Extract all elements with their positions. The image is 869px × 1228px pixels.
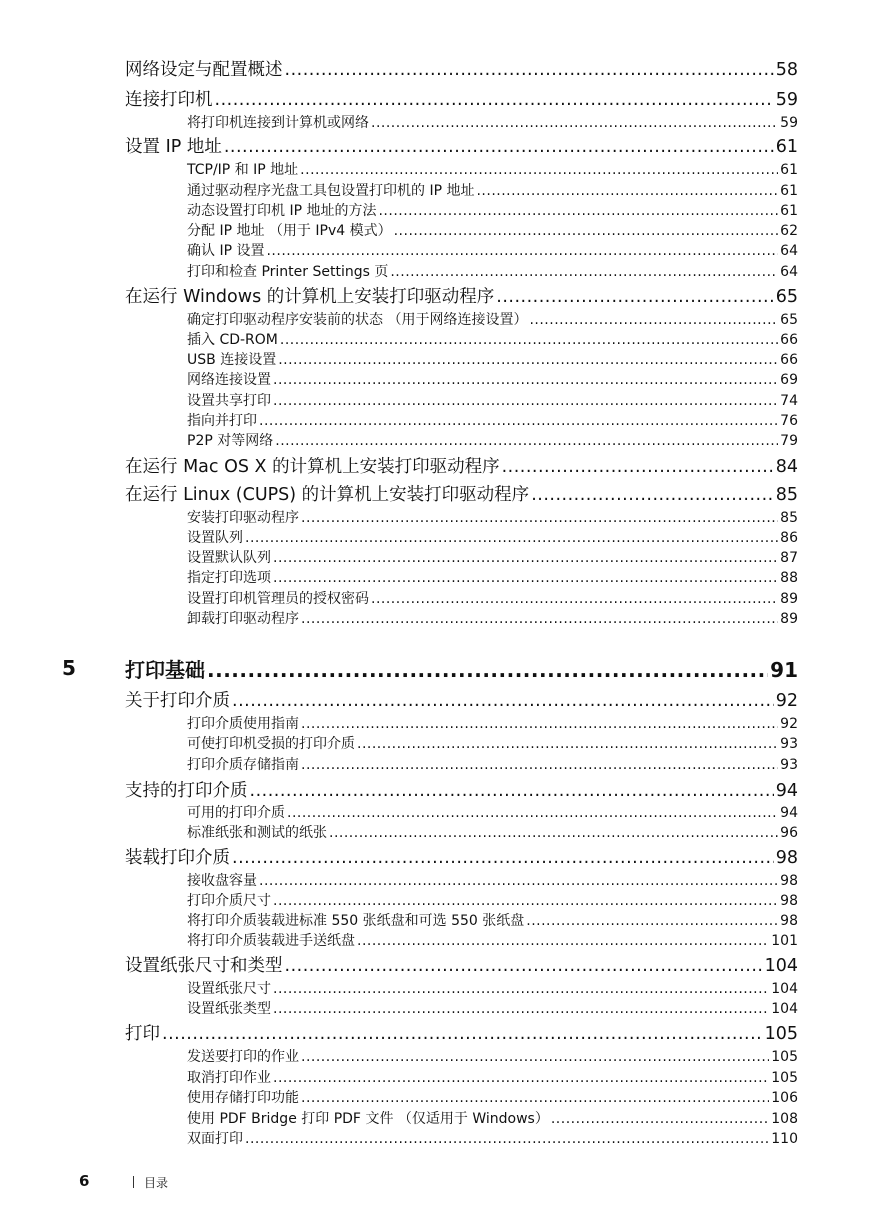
- toc-entry-title: 设置纸张尺寸: [187, 981, 271, 997]
- toc-entry-title: 取消打印作业: [187, 1070, 271, 1086]
- toc-entry-title: P2P 对等网络: [187, 433, 274, 449]
- toc-section-entry[interactable]: [125, 58, 798, 82]
- dot-leader: [232, 846, 774, 870]
- toc-subsection-entry[interactable]: [187, 911, 798, 931]
- toc-entry-page: 85: [780, 510, 798, 526]
- toc-entry-title: 将打印介质装载进标准 550 张纸盘和可选 550 张纸盘: [187, 913, 525, 929]
- dot-leader: [301, 714, 778, 734]
- toc-entry-title: 打印和检查 Printer Settings 页: [187, 264, 389, 280]
- dot-leader: [529, 310, 778, 330]
- toc-entry-page: 98: [775, 848, 798, 868]
- toc-subsection-entry[interactable]: [187, 391, 798, 411]
- toc-subsection-entry[interactable]: [187, 181, 798, 201]
- toc-subsection-entry[interactable]: [187, 891, 798, 911]
- dot-leader: [215, 88, 774, 112]
- toc-entry-page: 93: [780, 736, 798, 752]
- dot-leader: [273, 370, 778, 390]
- toc-entry-title: 设置默认队列: [187, 550, 271, 566]
- toc-subsection-entry[interactable]: [187, 979, 798, 999]
- toc-entry-page: 58: [775, 60, 798, 80]
- dot-leader: [273, 891, 778, 911]
- toc-entry-title: 使用存储打印功能: [187, 1090, 299, 1106]
- toc-subsection-entry[interactable]: [187, 201, 798, 221]
- toc-entry-page: 65: [775, 287, 798, 307]
- toc-subsection-entry[interactable]: [187, 221, 798, 241]
- toc-entry-page: 64: [780, 243, 798, 259]
- toc-subsection-entry[interactable]: [187, 330, 798, 350]
- footer-separator: [133, 1176, 134, 1188]
- dot-leader: [278, 350, 778, 370]
- dot-leader: [371, 113, 778, 133]
- dot-leader: [371, 589, 778, 609]
- toc-entry-page: 79: [780, 433, 798, 449]
- toc-entry-title: 设置纸张类型: [187, 1001, 271, 1017]
- dot-leader: [285, 58, 774, 82]
- dot-leader: [273, 979, 769, 999]
- toc-entry-title: 接收盘容量: [187, 873, 257, 889]
- toc-entry-page: 85: [775, 485, 798, 505]
- toc-subsection-entry[interactable]: [187, 548, 798, 568]
- toc-entry-title: 在运行 Mac OS X 的计算机上安装打印驱动程序: [125, 457, 500, 477]
- toc-subsection-entry[interactable]: [187, 528, 798, 548]
- toc-section-entry[interactable]: [125, 285, 798, 309]
- toc-entry-page: 61: [780, 183, 798, 199]
- toc-section-entry[interactable]: [125, 135, 798, 159]
- dot-leader: [232, 689, 774, 713]
- toc-entry-title: 打印介质存储指南: [187, 757, 299, 773]
- toc-subsection-entry[interactable]: [187, 1068, 798, 1088]
- toc-entry-page: 105: [771, 1070, 798, 1086]
- toc-entry-page: 64: [780, 264, 798, 280]
- toc-section-entry[interactable]: [125, 954, 798, 978]
- toc-entry-title: 打印: [125, 1024, 160, 1044]
- toc-entry-page: 110: [771, 1131, 798, 1147]
- toc-subsection-entry[interactable]: [187, 1129, 798, 1149]
- toc-entry-page: 88: [780, 570, 798, 586]
- dot-leader: [301, 755, 778, 775]
- toc-subsection-entry[interactable]: [187, 370, 798, 390]
- dot-leader: [476, 181, 778, 201]
- toc-subsection-entry[interactable]: [187, 508, 798, 528]
- toc-entry-page: 61: [775, 137, 798, 157]
- toc-subsection-entry[interactable]: [187, 1047, 798, 1067]
- toc-entry-page: 98: [780, 913, 798, 929]
- toc-entry-page: 105: [764, 1024, 798, 1044]
- toc-entry-page: 105: [771, 1049, 798, 1065]
- dot-leader: [285, 954, 763, 978]
- toc-entry-title: 通过驱动程序光盘工具包设置打印机的 IP 地址: [187, 183, 475, 199]
- dot-leader: [378, 201, 778, 221]
- toc-entry-title: TCP/IP 和 IP 地址: [187, 162, 299, 178]
- toc-subsection-entry[interactable]: [187, 431, 798, 451]
- toc-subsection-entry[interactable]: [187, 999, 798, 1019]
- toc-entry-page: 89: [780, 611, 798, 627]
- toc-subsection-entry[interactable]: [187, 568, 798, 588]
- toc-entry-title: 卸载打印驱动程序: [187, 611, 299, 627]
- toc-entry-title: 将打印介质装载进手送纸盘: [187, 933, 355, 949]
- dot-leader: [259, 411, 778, 431]
- toc-entry-page: 91: [770, 658, 798, 682]
- toc-entry-title: 可用的打印介质: [187, 805, 285, 821]
- toc-entry-title: 动态设置打印机 IP 地址的方法: [187, 203, 377, 219]
- dot-leader: [301, 1088, 769, 1108]
- toc-chapter-entry[interactable]: [125, 656, 798, 684]
- dot-leader: [329, 823, 778, 843]
- toc-subsection-entry[interactable]: [187, 262, 798, 282]
- footer-page-number: 6: [79, 1172, 90, 1190]
- toc-section-entry[interactable]: [125, 483, 798, 507]
- dot-leader: [394, 221, 779, 241]
- toc-entry-page: 96: [780, 825, 798, 841]
- dot-leader: [266, 241, 778, 261]
- toc-section-entry[interactable]: [125, 779, 798, 803]
- toc-section-entry[interactable]: [125, 846, 798, 870]
- dot-leader: [245, 1129, 769, 1149]
- toc-entry-title: 标准纸张和测试的纸张: [187, 825, 327, 841]
- toc-entry-title: 插入 CD-ROM: [187, 332, 278, 348]
- dot-leader: [162, 1022, 763, 1046]
- toc-entry-title: 支持的打印介质: [125, 781, 248, 801]
- dot-leader: [207, 656, 768, 684]
- toc-entry-title: 安装打印驱动程序: [187, 510, 299, 526]
- toc-subsection-entry[interactable]: [187, 160, 798, 180]
- toc-entry-page: 101: [771, 933, 798, 949]
- toc-entry-title: 连接打印机: [125, 90, 213, 110]
- toc-entry-page: 65: [780, 312, 798, 328]
- toc-entry-page: 87: [780, 550, 798, 566]
- dot-leader: [287, 803, 778, 823]
- dot-leader: [275, 431, 778, 451]
- toc-section-entry[interactable]: [125, 1022, 798, 1046]
- dot-leader: [245, 528, 778, 548]
- toc-entry-page: 104: [771, 1001, 798, 1017]
- toc-entry-title: 确定打印驱动程序安装前的状态 （用于网络连接设置）: [187, 312, 528, 328]
- dot-leader: [390, 262, 778, 282]
- toc-entry-page: 61: [780, 203, 798, 219]
- toc-subsection-entry[interactable]: [187, 310, 798, 330]
- footer-section-title: 目录: [144, 1176, 169, 1190]
- toc-entry-title: 网络设定与配置概述: [125, 60, 283, 80]
- toc-entry-title: 将打印机连接到计算机或网络: [187, 115, 369, 131]
- dot-leader: [280, 330, 778, 350]
- dot-leader: [496, 285, 773, 309]
- toc-entry-title: 使用 PDF Bridge 打印 PDF 文件 （仅适用于 Windows）: [187, 1111, 549, 1127]
- toc-subsection-entry[interactable]: [187, 734, 798, 754]
- toc-entry-title: USB 连接设置: [187, 352, 277, 368]
- toc-entry-title: 设置共享打印: [187, 393, 271, 409]
- chapter-number: 5: [62, 656, 76, 680]
- toc-entry-page: 66: [780, 332, 798, 348]
- dot-leader: [526, 911, 778, 931]
- toc-entry-title: 指定打印选项: [187, 570, 271, 586]
- toc-subsection-entry[interactable]: [187, 871, 798, 891]
- toc-entry-title: 设置队列: [187, 530, 243, 546]
- toc-entry-page: 92: [775, 691, 798, 711]
- toc-subsection-entry[interactable]: [187, 350, 798, 370]
- dot-leader: [273, 391, 778, 411]
- toc-entry-title: 分配 IP 地址 （用于 IPv4 模式）: [187, 223, 392, 239]
- toc-entry-page: 59: [775, 90, 798, 110]
- toc-entry-page: 104: [764, 956, 798, 976]
- dot-leader: [531, 483, 774, 507]
- toc-entry-title: 设置打印机管理员的授权密码: [187, 591, 369, 607]
- dot-leader: [301, 1047, 769, 1067]
- dot-leader: [301, 609, 778, 629]
- dot-leader: [250, 779, 774, 803]
- dot-leader: [300, 160, 778, 180]
- toc-subsection-entry[interactable]: [187, 1109, 798, 1129]
- dot-leader: [357, 931, 769, 951]
- toc-entry-page: 104: [771, 981, 798, 997]
- toc-entry-page: 84: [775, 457, 798, 477]
- toc-entry-page: 69: [780, 372, 798, 388]
- toc-entry-title: 确认 IP 设置: [187, 243, 265, 259]
- toc-subsection-entry[interactable]: [187, 823, 798, 843]
- dot-leader: [273, 568, 778, 588]
- dot-leader: [357, 734, 778, 754]
- toc-entry-title: 关于打印介质: [125, 691, 230, 711]
- toc-entry-page: 98: [780, 893, 798, 909]
- toc-entry-title: 装载打印介质: [125, 848, 230, 868]
- toc-entry-title: 发送要打印的作业: [187, 1049, 299, 1065]
- toc-subsection-entry[interactable]: [187, 755, 798, 775]
- dot-leader: [301, 508, 778, 528]
- toc-section-entry[interactable]: [125, 88, 798, 112]
- toc-entry-page: 94: [775, 781, 798, 801]
- toc-entry-title: 设置纸张尺寸和类型: [125, 956, 283, 976]
- toc-section-entry[interactable]: [125, 689, 798, 713]
- toc-entry-page: 76: [780, 413, 798, 429]
- toc-entry-page: 89: [780, 591, 798, 607]
- toc-entry-page: 98: [780, 873, 798, 889]
- dot-leader: [502, 455, 774, 479]
- toc-entry-title: 可使打印机受损的打印介质: [187, 736, 355, 752]
- toc-entry-page: 59: [780, 115, 798, 131]
- toc-subsection-entry[interactable]: [187, 589, 798, 609]
- toc-entry-title: 双面打印: [187, 1131, 243, 1147]
- toc-entry-page: 94: [780, 805, 798, 821]
- toc-entry-page: 86: [780, 530, 798, 546]
- toc-entry-title: 在运行 Linux (CUPS) 的计算机上安装打印驱动程序: [125, 485, 530, 505]
- dot-leader: [259, 871, 778, 891]
- toc-entry-page: 108: [771, 1111, 798, 1127]
- toc-subsection-entry[interactable]: [187, 113, 798, 133]
- toc-subsection-entry[interactable]: [187, 1088, 798, 1108]
- toc-entry-title: 打印基础: [125, 658, 205, 682]
- toc-subsection-entry[interactable]: [187, 803, 798, 823]
- toc-entry-page: 62: [780, 223, 798, 239]
- toc-entry-page: 61: [780, 162, 798, 178]
- toc-subsection-entry[interactable]: [187, 411, 798, 431]
- dot-leader: [551, 1109, 769, 1129]
- toc-entry-title: 设置 IP 地址: [125, 137, 222, 157]
- toc-entry-page: 74: [780, 393, 798, 409]
- toc-subsection-entry[interactable]: [187, 609, 798, 629]
- toc-section-entry[interactable]: [125, 455, 798, 479]
- dot-leader: [273, 1068, 769, 1088]
- toc-entry-title: 网络连接设置: [187, 372, 271, 388]
- toc-subsection-entry[interactable]: [187, 714, 798, 734]
- toc-entry-page: 92: [780, 716, 798, 732]
- dot-leader: [273, 999, 769, 1019]
- toc-entry-title: 指向并打印: [187, 413, 257, 429]
- toc-subsection-entry[interactable]: [187, 241, 798, 261]
- toc-entry-title: 打印介质尺寸: [187, 893, 271, 909]
- toc-entry-page: 93: [780, 757, 798, 773]
- toc-entry-page: 66: [780, 352, 798, 368]
- toc-entry-page: 106: [771, 1090, 798, 1106]
- dot-leader: [273, 548, 778, 568]
- toc-subsection-entry[interactable]: [187, 931, 798, 951]
- toc-entry-title: 在运行 Windows 的计算机上安装打印驱动程序: [125, 287, 495, 307]
- dot-leader: [224, 135, 774, 159]
- toc-entry-title: 打印介质使用指南: [187, 716, 299, 732]
